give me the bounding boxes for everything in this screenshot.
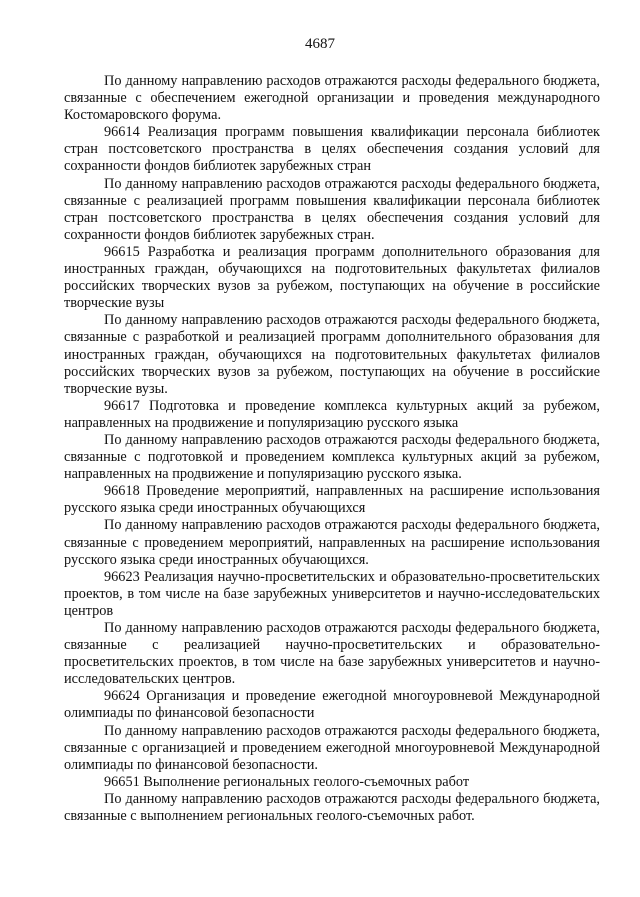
paragraph-96624-description: По данному направлению расходов отражаются расходы федерального бюджета, связанные с организацией и проведением ежегодной многоуровневой Международной олимпиады по финансовой безопасности. <box>64 722 600 773</box>
paragraph-96618-description: По данному направлению расходов отражаются расходы федерального бюджета, связанные с проведением мероприятий, направленных на расширение использования русского языка среди иностранных обучающихся. <box>64 517 600 568</box>
paragraph-96623-description: По данному направлению расходов отражаются расходы федерального бюджета, связанные с реализацией научно-просветительских и образовательно-просветительских проектов, в том числе на базе зарубежных университетов и научно-исследовательских центров. <box>64 620 600 688</box>
paragraph-96617-description: По данному направлению расходов отражаются расходы федерального бюджета, связанные с подготовкой и проведением комплекса культурных акций за рубежом, направленных на продвижение и популяризацию русского языка. <box>64 431 600 483</box>
heading-96624: 96624 Организация и проведение ежегодной многоуровневой Международной олимпиады по финансовой безопасности <box>64 688 600 722</box>
heading-96615: 96615 Разработка и реализация программ дополнительного образования для иностранных граждан, обучающихся на подготовительных факультетах филиалов российских творческих вузов за рубежом, поступающих на обучение в российские творческие вузы <box>64 243 600 312</box>
heading-96618: 96618 Проведение мероприятий, направленных на расширение использования русского языка среди иностранных обучающихся <box>64 483 600 517</box>
paragraph-96614-description: По данному направлению расходов отражаются расходы федерального бюджета, связанные с реализацией программ повышения квалификации персонала библиотек стран постсоветского пространства в целях обеспечения создания условий для сохранности фондов библиотек зарубежных стран. <box>64 175 600 243</box>
paragraph-96651-description: По данному направлению расходов отражаются расходы федерального бюджета, связанные с выполнением региональных геолого-съемочных работ. <box>64 790 600 825</box>
paragraph-forum-description: По данному направлению расходов отражаются расходы федерального бюджета, связанные с обеспечением ежегодной организации и проведения международного Костомаровского форума. <box>64 73 600 124</box>
paragraph-96615-description: По данному направлению расходов отражаются расходы федерального бюджета, связанные с разработкой и реализацией программ дополнительного образования для иностранных граждан, обучающихся на подготовительных факультетах филиалов российских творческих вузов за рубежом, поступающих на обучение в российские творческие вузы. <box>64 312 600 397</box>
heading-96617: 96617 Подготовка и проведение комплекса культурных акций за рубежом, направленных на продвижение и популяризацию русского языка <box>64 397 600 431</box>
page-number: 4687 <box>305 36 335 52</box>
heading-96651: 96651 Выполнение региональных геолого-съемочных работ <box>104 773 470 790</box>
heading-96614: 96614 Реализация программ повышения квалификации персонала библиотек стран постсоветского пространства в целях обеспечения создания условий для сохранности фондов библиотек зарубежных стран <box>64 124 600 175</box>
heading-96623: 96623 Реализация научно-просветительских и образовательно-просветительских проектов, в том числе на базе зарубежных университетов и научно-исследовательских центров <box>64 568 600 619</box>
document-body <box>64 73 600 825</box>
